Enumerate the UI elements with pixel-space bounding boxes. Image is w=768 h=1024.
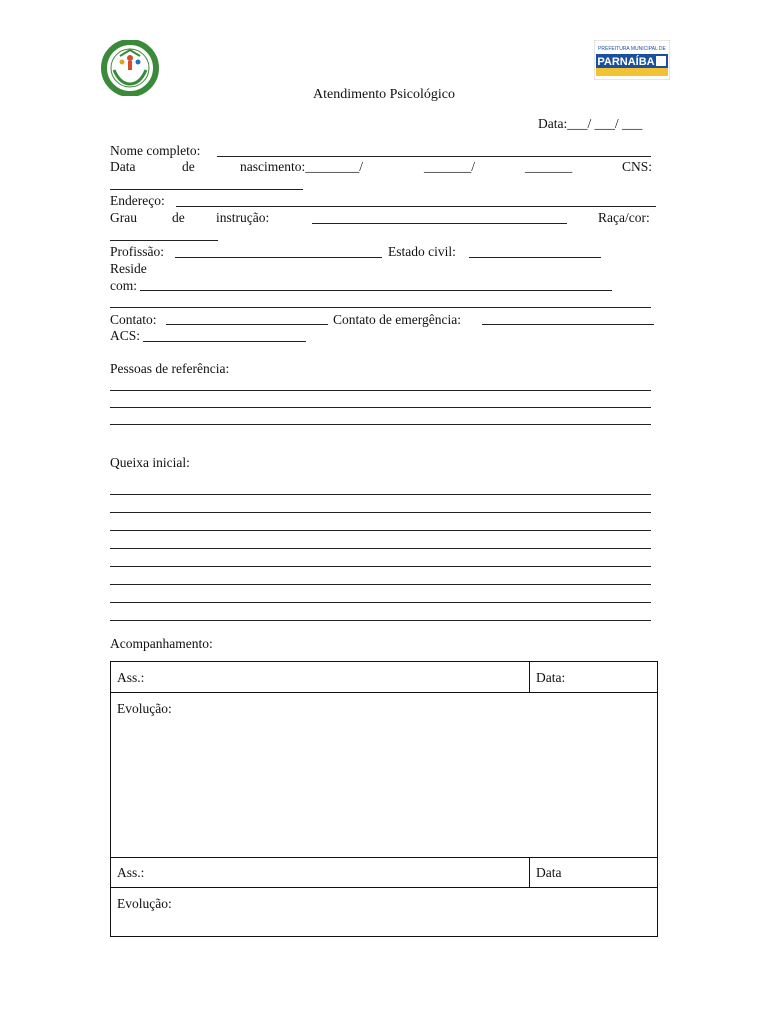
contato-emergencia-input-line[interactable] bbox=[482, 324, 654, 325]
logo-main-text: PARNAÍBA bbox=[597, 56, 655, 68]
estado-civil-input-line[interactable] bbox=[469, 257, 601, 258]
grau-word-1: Grau bbox=[110, 210, 137, 225]
contato-label: Contato: bbox=[110, 312, 157, 327]
grau-word-2: de bbox=[172, 210, 185, 225]
data-nasc-word-2: de bbox=[182, 159, 195, 174]
table-divider bbox=[529, 857, 530, 887]
data-label-2: Data bbox=[536, 865, 562, 880]
referencia-line[interactable] bbox=[110, 424, 651, 425]
queixa-line[interactable] bbox=[110, 494, 651, 495]
raca-label: Raça/cor: bbox=[598, 210, 650, 225]
contato-input-line[interactable] bbox=[166, 324, 328, 325]
referencia-line[interactable] bbox=[110, 407, 651, 408]
com-label: com: bbox=[110, 278, 137, 293]
data-label-1: Data: bbox=[536, 670, 566, 685]
endereco-input-line[interactable] bbox=[176, 206, 656, 207]
queixa-line[interactable] bbox=[110, 584, 651, 585]
nome-input-line[interactable] bbox=[217, 156, 651, 157]
reside-extra-line[interactable] bbox=[110, 307, 651, 308]
referencia-line[interactable] bbox=[110, 390, 651, 391]
prefeitura-parnaiba-logo bbox=[594, 40, 670, 80]
table-divider bbox=[111, 887, 657, 888]
raca-input-line[interactable] bbox=[110, 240, 218, 241]
data-nasc-month[interactable]: _______/ bbox=[424, 159, 476, 174]
data-nasc-word-1: Data bbox=[110, 159, 136, 174]
queixa-line[interactable] bbox=[110, 620, 651, 621]
data-nasc-year[interactable]: _______ bbox=[525, 159, 573, 174]
grau-input-line[interactable] bbox=[312, 223, 567, 224]
queixa-line[interactable] bbox=[110, 566, 651, 567]
table-divider bbox=[529, 662, 530, 692]
profissao-input-line[interactable] bbox=[175, 257, 382, 258]
estado-civil-label: Estado civil: bbox=[388, 244, 456, 259]
queixa-inicial-heading: Queixa inicial: bbox=[110, 455, 190, 470]
ass-label-2: Ass.: bbox=[117, 865, 145, 880]
reside-label: Reside bbox=[110, 261, 147, 276]
page-title: Atendimento Psicológico bbox=[313, 87, 455, 102]
logo-top-text: PREFEITURA MUNICIPAL DE bbox=[598, 46, 666, 52]
cns-label: CNS: bbox=[622, 159, 653, 174]
data-nasc-word-3[interactable]: nascimento:________/ bbox=[240, 159, 363, 174]
table-divider bbox=[111, 692, 657, 693]
acs-label: ACS: bbox=[110, 328, 141, 343]
acompanhamento-heading: Acompanhamento: bbox=[110, 636, 213, 651]
profissao-label: Profissão: bbox=[110, 244, 164, 259]
pessoas-referencia-heading: Pessoas de referência: bbox=[110, 361, 230, 376]
cns-input-line[interactable] bbox=[110, 189, 303, 190]
reside-input-line[interactable] bbox=[140, 290, 612, 291]
queixa-line[interactable] bbox=[110, 602, 651, 603]
evolucao-area-2[interactable] bbox=[111, 895, 656, 935]
table-divider bbox=[111, 857, 657, 858]
ass-label-1: Ass.: bbox=[117, 670, 145, 685]
date-field-label: Data:___/ ___/ ___ bbox=[538, 116, 643, 131]
queixa-line[interactable] bbox=[110, 530, 651, 531]
queixa-line[interactable] bbox=[110, 548, 651, 549]
nome-label: Nome completo: bbox=[110, 143, 201, 158]
evolucao-area-1[interactable] bbox=[111, 700, 656, 856]
acs-input-line[interactable] bbox=[143, 341, 306, 342]
contato-emergencia-label: Contato de emergência: bbox=[333, 312, 461, 327]
queixa-line[interactable] bbox=[110, 512, 651, 513]
grau-word-3: instrução: bbox=[216, 210, 270, 225]
evolucao-label-2: Evolução: bbox=[117, 896, 172, 911]
evolucao-label-1: Evolução: bbox=[117, 701, 172, 716]
endereco-label: Endereço: bbox=[110, 193, 165, 208]
acompanhamento-table bbox=[110, 661, 658, 937]
